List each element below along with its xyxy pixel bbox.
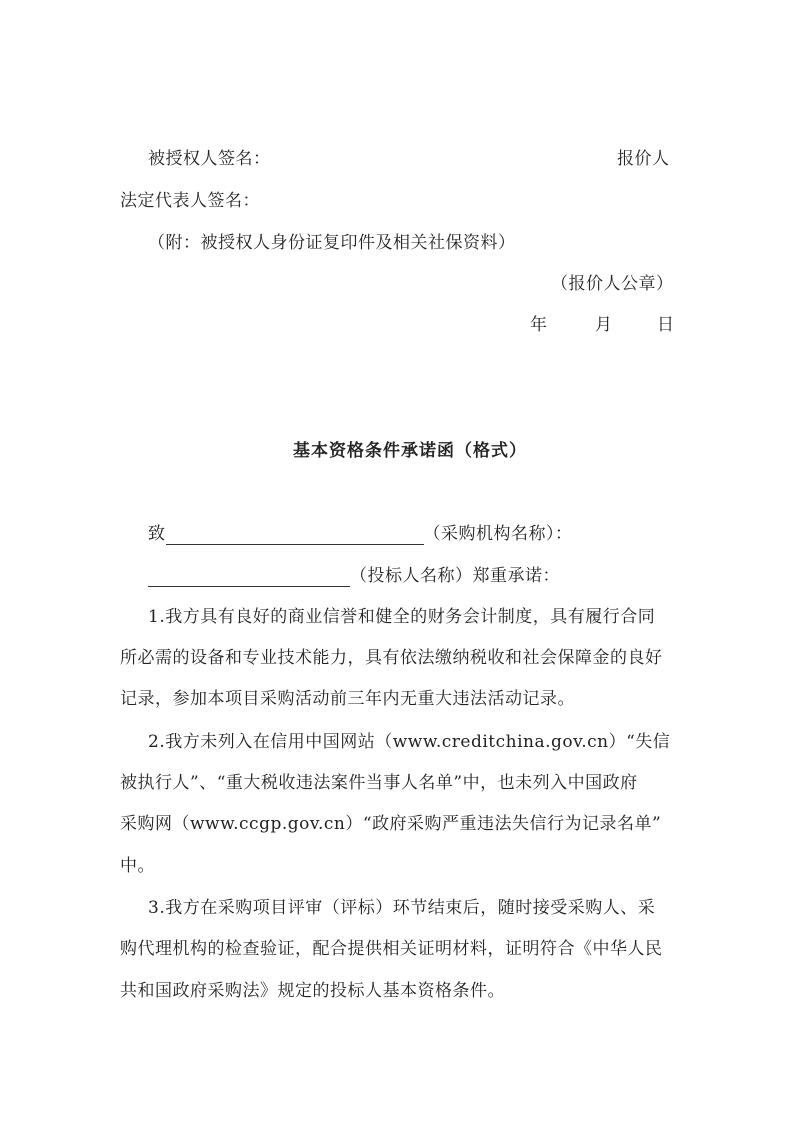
item3-line3: 共和国政府采购法》规定的投标人基本资格条件。 [120,981,505,1001]
item1-line3: 记录，参加本项目采购活动前三年内无重大违法活动记录。 [120,689,575,709]
item2-line4: 中。 [120,856,155,876]
date-year: 年 [530,315,547,335]
addressee-prefix: 致 [148,524,166,544]
date-day: 日 [657,315,674,335]
attachment-note: （附：被授权人身份证复印件及相关社保资料） [148,233,516,253]
letter-title: 基本资格条件承诺函（格式） [293,441,527,461]
addressee-blank [166,528,424,545]
item1-line2: 所必需的设备和专业技术能力，具有依法缴纳税收和社会保障金的良好 [120,648,663,668]
addressee-suffix: （采购机构名称）： [423,524,573,544]
bidder-suffix: （投标人名称）郑重承诺： [350,566,560,586]
addressee-line [148,523,573,545]
quoter-label: 报价人 [617,149,670,169]
legal-rep-signature-label: 法定代表人签名： [120,191,260,211]
item2-line1: 2.我方未列入在信用中国网站（www.creditchina.gov.cn）“失信 [148,732,671,752]
item2-line2: 被执行人”、“重大税收违法案件当事人名单”中，也未列入中国政府 [120,773,638,793]
bidder-line [148,565,560,587]
bidder-blank [148,570,350,587]
item1-line1: 1.我方具有良好的商业信誉和健全的财务会计制度，具有履行合同 [148,607,656,627]
authorized-signature-label: 被授权人签名： [148,149,271,169]
item3-line1: 3.我方在采购项目评审（评标）环节结束后，随时接受采购人、采 [148,898,656,918]
item3-line2: 购代理机构的检查验证，配合提供相关证明材料，证明符合《中华人民 [120,939,663,959]
item2-line3: 采购网（www.ccgp.gov.cn）“政府采购严重违法失信行为记录名单” [120,814,662,834]
seal-label: （报价人公章） [551,274,674,294]
date-month: 月 [595,315,612,335]
